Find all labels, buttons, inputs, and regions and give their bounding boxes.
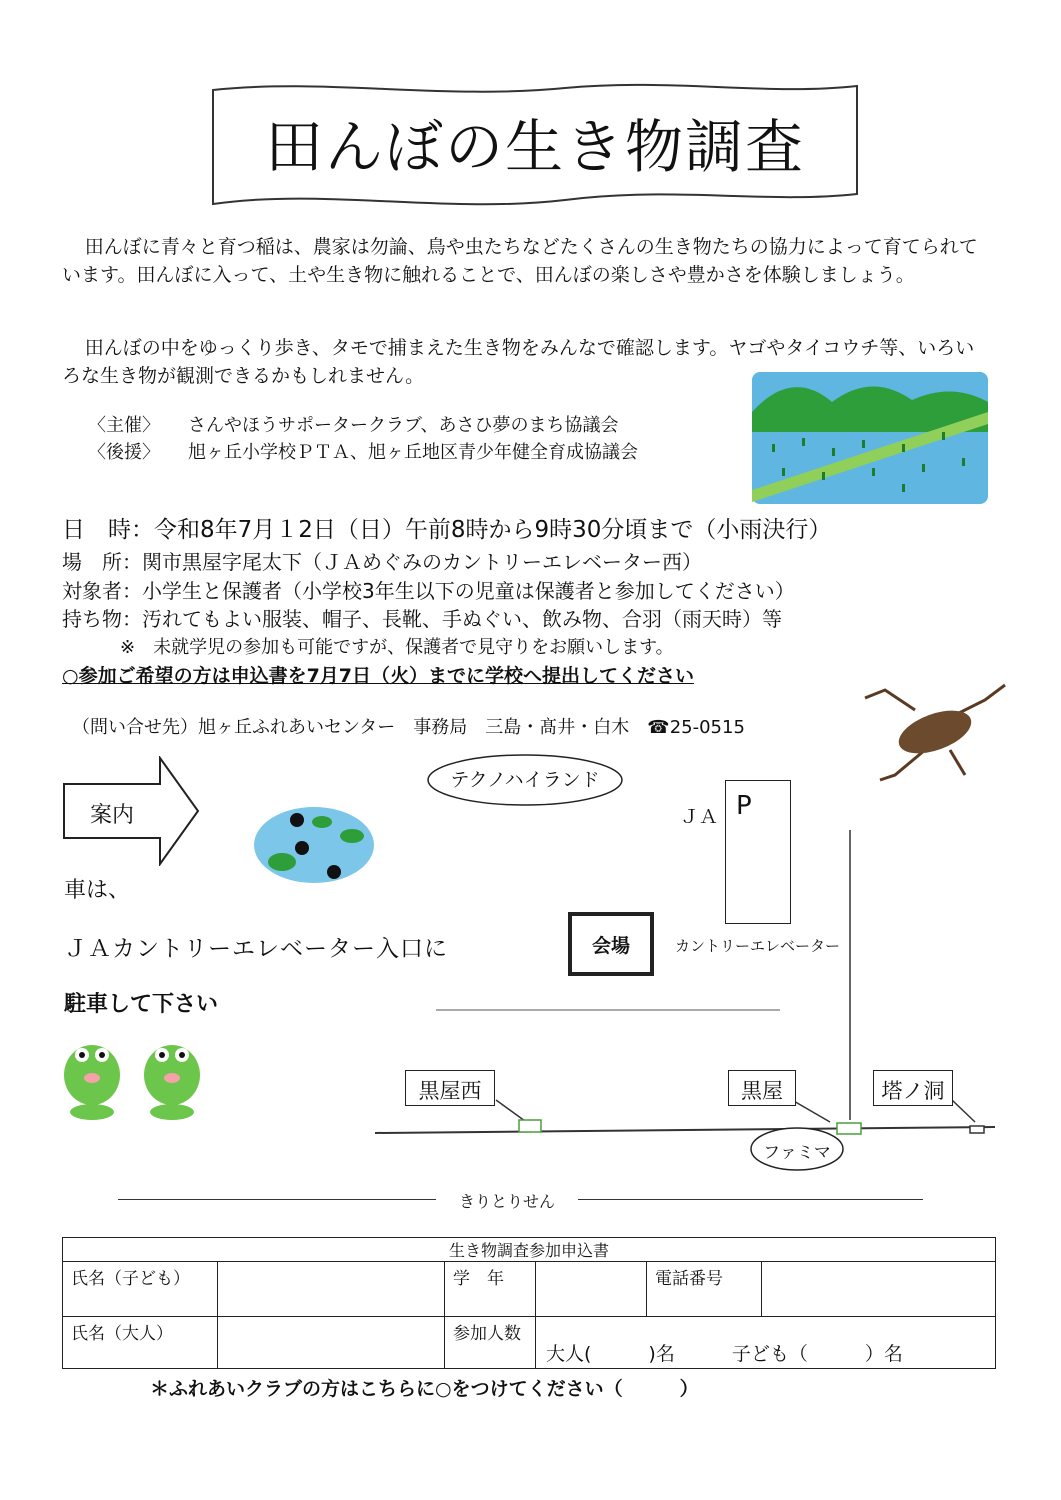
host-value: さんやほうサポータークラブ、あさひ夢のまち協議会 xyxy=(188,415,619,436)
contact-info: （問い合せ先）旭ヶ丘ふれあいセンター 事務局 三島・髙井・白木 ☎25-0515 xyxy=(72,717,745,738)
club-note: ＊ふれあいクラブの方はこちらに○をつけてください（ ） xyxy=(150,1378,699,1400)
venue-label: 会場 xyxy=(591,935,630,957)
tounohora-label: 塔ノ洞 xyxy=(881,1079,945,1103)
tadpole-illustration xyxy=(252,800,387,890)
grade-field[interactable] xyxy=(536,1262,647,1317)
guide-label: 案内 xyxy=(90,803,135,828)
phone-field[interactable] xyxy=(762,1262,996,1317)
host-label: 〈主催〉 xyxy=(88,415,160,436)
ja-label: ＪＡ xyxy=(680,806,719,828)
kuroyanishi-label: 黒屋西 xyxy=(418,1079,482,1103)
child-name-field[interactable] xyxy=(218,1262,445,1317)
frog-illustration xyxy=(52,1030,217,1120)
kuroya-label: 黒屋 xyxy=(741,1079,783,1103)
phone-label: 電話番号 xyxy=(647,1262,762,1317)
famima-label: ファミマ xyxy=(763,1143,831,1163)
adult-name-label: 氏名（大人） xyxy=(63,1317,218,1369)
intro-paragraph-2: 田んぼの中をゆっくり歩き、タモで捕まえた生き物をみんなで確認します。ヤゴやタイコウチ等、いろいろな生き物が観測できるかもしれません。 xyxy=(62,337,975,387)
rice-field-illustration xyxy=(752,372,988,504)
deadline-notice: ○参加ご希望の方は申込書を7月7日（火）までに学校へ提出してください xyxy=(62,665,695,687)
detail-place: 場 所：関市黒屋字尾太下（ＪＡめぐみのカントリーエレベーター西） xyxy=(62,550,702,574)
organizers xyxy=(88,412,638,466)
car-text-1: 車は、 xyxy=(64,878,131,903)
country-elevator-label: カントリーエレベーター xyxy=(675,937,841,955)
water-bug-illustration xyxy=(855,680,1015,790)
count-label: 参加人数 xyxy=(445,1317,536,1369)
tounohora-box xyxy=(873,1070,953,1106)
child-name-label: 氏名（子ども） xyxy=(63,1262,218,1317)
car-text-3: 駐車して下さい xyxy=(64,992,219,1017)
adult-name-field[interactable] xyxy=(218,1317,445,1369)
cutline-left xyxy=(118,1199,436,1200)
parking-label: P xyxy=(736,791,752,821)
technohighland-label: テクノハイランド xyxy=(450,769,600,791)
car-text-2: ＪＡカントリーエレベーター入口に xyxy=(64,936,448,962)
cutline-right xyxy=(578,1199,923,1200)
detail-items: 持ち物：汚れてもよい服装、帽子、長靴、手ぬぐい、飲み物、合羽（雨天時）等 xyxy=(62,607,782,631)
page-title: 田んぼの生き物調査 xyxy=(264,113,805,181)
support-label: 〈後援〉 xyxy=(88,442,160,463)
intro-paragraph-1: 田んぼに青々と育つ稲は、農家は勿論、鳥や虫たちなどたくさんの生き物たちの協力によって育てられています。田んぼに入って、土や生き物に触れることで、田んぼの楽しさや豊かさを体験しましょう。 xyxy=(62,236,978,286)
form-title: 生き物調査参加申込書 xyxy=(63,1238,996,1262)
detail-note: ※ 未就学児の参加も可能ですが、保護者で見守りをお願いします。 xyxy=(120,637,674,658)
kuroya-box xyxy=(728,1070,796,1106)
detail-target: 対象者：小学生と保護者（小学校3年生以下の児童は保護者と参加してください） xyxy=(62,579,795,603)
kuroyanishi-box xyxy=(405,1070,495,1106)
application-form xyxy=(62,1237,996,1369)
detail-datetime: 日 時：令和8年7月１2日（日）午前8時から9時30分頃まで（小雨決行） xyxy=(62,517,832,543)
grade-label: 学 年 xyxy=(445,1262,536,1317)
support-value: 旭ヶ丘小学校ＰＴＡ、旭ヶ丘地区青少年健全育成協議会 xyxy=(188,442,638,463)
count-field[interactable]: 大人( )名 子ども（ ）名 xyxy=(536,1317,996,1369)
cutline-label: きりとりせん xyxy=(458,1192,555,1211)
